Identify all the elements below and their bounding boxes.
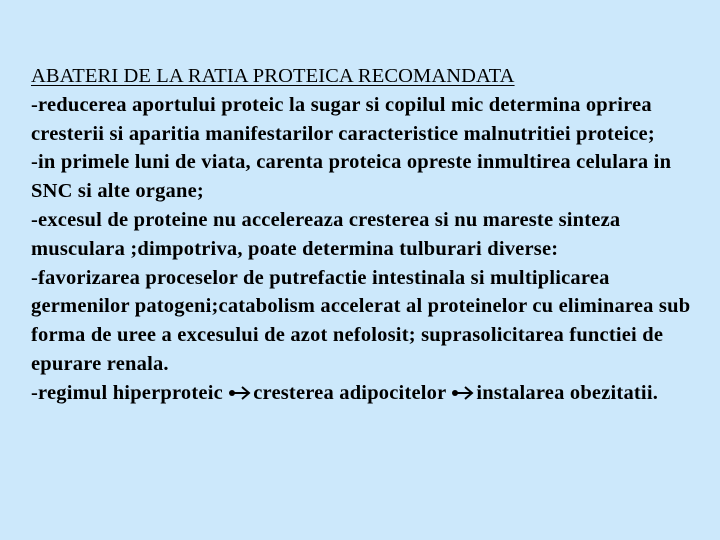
slide-title: ABATERI DE LA RATIA PROTEICA RECOMANDATA (31, 65, 515, 87)
right-arrow-icon (228, 385, 253, 401)
right-arrow-icon (451, 385, 476, 401)
slide-content (31, 62, 703, 408)
paragraph-hyperprotein-regime (31, 379, 703, 408)
paragraph-protein-deficit-infant: -reducerea aportului proteic la sugar si copilul mic determina oprirea cresterii si aparitia manifestarilor caracteristice malnutritiei proteice; (31, 93, 655, 145)
paragraph-protein-deficit-cns: -in primele luni de viata, carenta proteica opreste inmultirea celulara in SNC si alte organe; (31, 151, 672, 203)
regime-text-part3: instalarea obezitatii. (476, 381, 659, 404)
regime-text-part2: cresterea adipocitelor (253, 381, 452, 404)
paragraph-putrefaction: -favorizarea proceselor de putrefactie intestinala si multiplicarea germenilor patogeni;catabolism accelerat al proteinelor cu eliminarea sub forma de uree a excesului de azot nefolosit; suprasolicitarea functiei de epurare renala. (31, 266, 691, 375)
paragraph-protein-excess: -excesul de proteine nu accelereaza cresterea si nu mareste sinteza musculara ;dimpotriva, poate determina tulburari diverse: (31, 208, 621, 260)
regime-text-part1: -regimul hiperproteic (31, 381, 229, 404)
